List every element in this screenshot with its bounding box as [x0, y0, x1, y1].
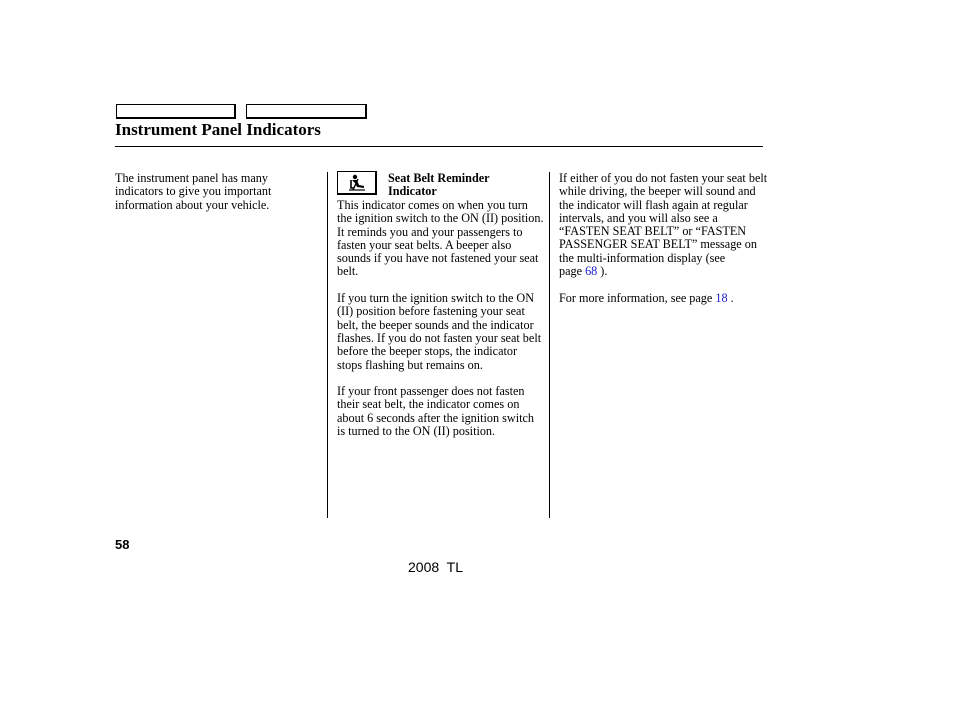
title-divider	[115, 146, 763, 147]
nav-tab-1[interactable]	[116, 104, 236, 119]
paragraph: If you turn the ignition switch to the ON (II) position before fastening your seat belt, the beeper sounds and the indicator flashes. If you do not fasten your seat belt before the beeper stops, the indicator stops flashing but remains on.	[337, 291, 542, 372]
paragraph: If your front passenger does not fasten their seat belt, the indicator comes on about 6 seconds after the ignition switch is turned to the ON (II) position.	[337, 384, 534, 439]
column-divider-1	[327, 172, 328, 518]
column-1	[115, 172, 305, 225]
page-number: 58	[115, 537, 130, 552]
intro-text: The instrument panel has many indicators to give you important information about your vehicle.	[115, 171, 272, 212]
paragraph: This indicator comes on when you turn the ignition switch to the ON (II) position. It reminds you and your passengers to fasten your seat belts. A beeper also sounds if you have not fastened your seat belt.	[337, 198, 544, 279]
paragraph: If either of you do not fasten your seat belt while driving, the beeper will sound and the indicator will flash again at regular intervals, and you will also see a “FASTEN SEAT BELT” or “FASTEN PASSENGER SEAT BELT” message on the multi-information display (see page 68 ).	[559, 171, 768, 279]
nav-tab-2[interactable]	[246, 104, 367, 119]
paragraph: For more information, see page 18 .	[559, 290, 734, 305]
column-divider-2	[549, 172, 550, 518]
page-link-18[interactable]: 18	[715, 290, 728, 305]
column-3	[559, 172, 769, 318]
page-link-68[interactable]: 68	[585, 264, 598, 279]
section-heading: Seat Belt Reminder Indicator	[388, 171, 490, 199]
footer-model: 2008 TL	[408, 559, 464, 575]
column-2	[337, 172, 545, 452]
page-title: Instrument Panel Indicators	[115, 120, 321, 139]
